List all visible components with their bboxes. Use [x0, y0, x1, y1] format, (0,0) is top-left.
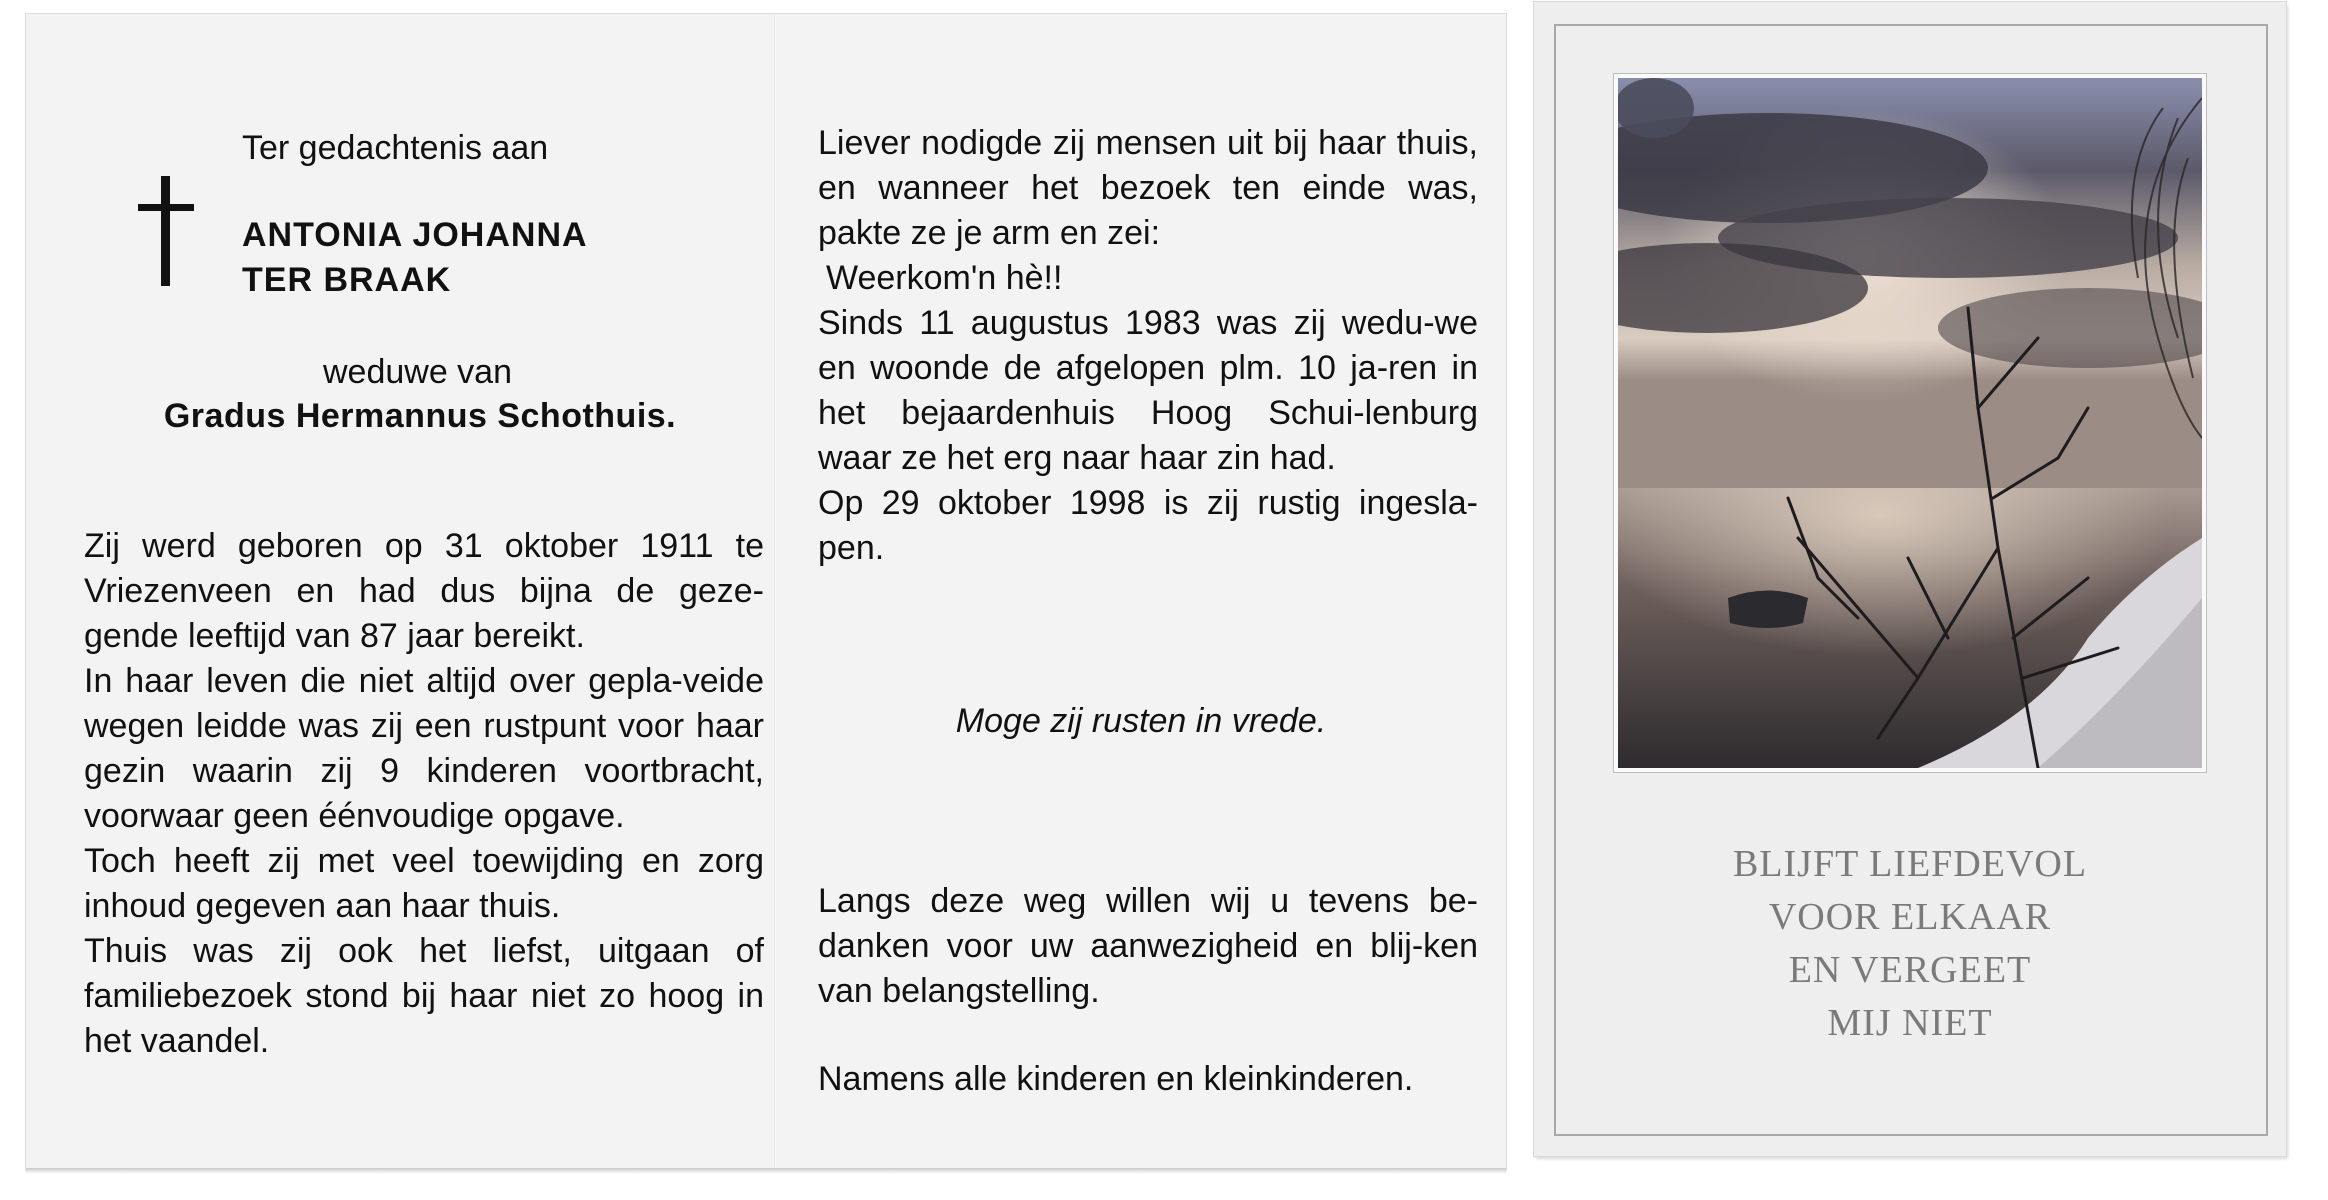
thanks-text: [818, 879, 1478, 1014]
memories-paragraph: Liever nodigde zij mensen uit bij haar thuis, en wanneer het bezoek ten einde was, pakte ze je arm en zei:: [818, 124, 1478, 252]
memorial-card-front: [1534, 2, 2286, 1156]
intro-text: Ter gedachtenis aan: [242, 129, 549, 167]
memories-text: [818, 121, 1478, 571]
biography-paragraph: Thuis was zij ook het liefst, uitgaan of familiebezoek stond bij haar niet zo hoog in het vaandel.: [84, 932, 764, 1060]
quote-line: MIJ NIET: [1827, 1002, 1993, 1044]
quote-line: VOOR ELKAAR: [1768, 896, 2052, 938]
lake-photo-illustration: [1618, 78, 2202, 768]
husband-name: Gradus Hermannus Schothuis.: [163, 397, 677, 435]
biography-paragraph: Toch heeft zij met veel toewijding en zorg inhoud gegeven aan haar thuis.: [84, 842, 764, 925]
quote-line: EN VERGEET: [1788, 949, 2032, 991]
thanks-paragraph: Langs deze weg willen wij u tevens be-danken voor uw aanwezigheid en blij-ken van belangstelling.: [818, 882, 1478, 1010]
lake-photo: [1614, 74, 2206, 772]
deceased-name: [242, 213, 588, 303]
memories-paragraph: Sinds 11 augustus 1983 was zij wedu-we en woonde de afgelopen plm. 10 ja-ren in het bejaardenhuis Hoog Schui-lenburg waar ze het erg naar haar zin had.: [818, 304, 1478, 477]
biography-paragraph: In haar leven die niet altijd over gepla-veide wegen leidde was zij een rustpunt voor haar gezin waarin zij 9 kinderen voortbracht, voorwaar geen éénvoudige opgave.: [84, 662, 764, 835]
memorial-card-inside: [26, 14, 1506, 1170]
biography-paragraph: Zij werd geboren op 31 oktober 1911 te Vriezenveen en had dus bijna de geze-gende leeftijd van 87 jaar bereikt.: [84, 527, 764, 655]
deceased-name-line2: TER BRAAK: [242, 261, 452, 299]
quote-text: [1534, 838, 2286, 1050]
memories-quote: Weerkom'n hè!!: [826, 259, 1063, 297]
biography-text: [84, 524, 764, 1064]
widow-of-text: weduwe van: [322, 353, 512, 391]
left-page: [26, 14, 774, 1170]
rest-in-peace-text: Moge zij rusten in vrede.: [955, 702, 1327, 740]
memories-paragraph: Op 29 oktober 1998 is zij rustig ingesla-pen.: [818, 484, 1478, 567]
quote-line: BLIJFT LIEFDEVOL: [1732, 843, 2088, 885]
deceased-name-line1: ANTONIA JOHANNA: [242, 216, 588, 254]
signoff-text: Namens alle kinderen en kleinkinderen.: [818, 1060, 1414, 1098]
cross-icon: [138, 176, 194, 286]
right-page: [776, 14, 1506, 1170]
